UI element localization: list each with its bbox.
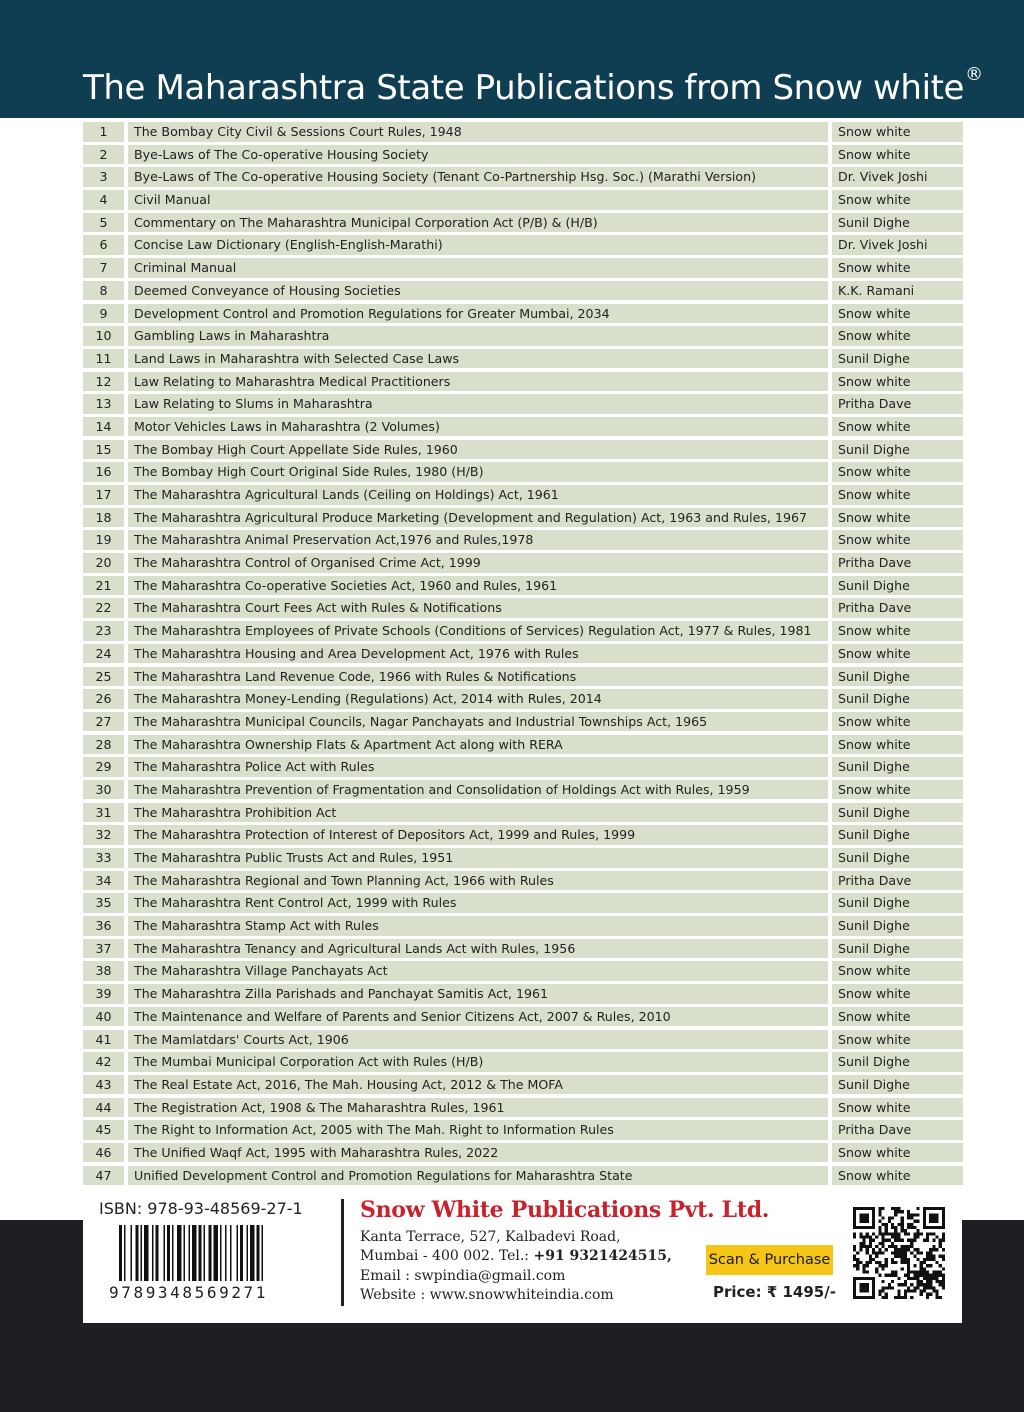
book-title: Law Relating to Slums in Maharashtra [128, 394, 828, 414]
book-number: 9 [83, 304, 124, 324]
book-title: The Maintenance and Welfare of Parents and Senior Citizens Act, 2007 & Rules, 2010 [128, 1007, 828, 1027]
barcode-digits: 9789348569271 [109, 1283, 269, 1302]
book-title: Commentary on The Maharashtra Municipal Corporation Act (P/B) & (H/B) [128, 213, 828, 233]
book-title: Civil Manual [128, 190, 828, 210]
book-author: Snow white [832, 984, 963, 1004]
table-row [83, 326, 963, 349]
book-title: The Unified Waqf Act, 1995 with Maharashtra Rules, 2022 [128, 1143, 828, 1163]
book-author: Pritha Dave [832, 598, 963, 618]
book-number: 44 [83, 1098, 124, 1118]
table-row [83, 984, 963, 1007]
book-title: The Maharashtra Municipal Councils, Nagar Panchayats and Industrial Townships Act, 1965 [128, 712, 828, 732]
book-number: 31 [83, 803, 124, 823]
publisher-name: Snow White Publications Pvt. Ltd. [360, 1197, 770, 1223]
book-title: The Maharashtra Rent Control Act, 1999 with Rules [128, 893, 828, 913]
book-title: The Maharashtra Protection of Interest of Depositors Act, 1999 and Rules, 1999 [128, 825, 828, 845]
table-row [83, 1007, 963, 1030]
book-number: 45 [83, 1120, 124, 1140]
table-row [83, 1075, 963, 1098]
book-author: K.K. Ramani [832, 281, 963, 301]
book-title: The Maharashtra Stamp Act with Rules [128, 916, 828, 936]
email-line: Email : swpindia@gmail.com [360, 1268, 566, 1284]
book-author: Sunil Dighe [832, 1075, 963, 1095]
table-row [83, 372, 963, 395]
book-title: The Maharashtra Regional and Town Planning Act, 1966 with Rules [128, 871, 828, 891]
book-author: Sunil Dighe [832, 440, 963, 460]
book-number: 20 [83, 553, 124, 573]
book-title: The Maharashtra Control of Organised Crime Act, 1999 [128, 553, 828, 573]
book-author: Snow white [832, 621, 963, 641]
book-author: Pritha Dave [832, 553, 963, 573]
book-title: Concise Law Dictionary (English-English-Marathi) [128, 235, 828, 255]
book-author: Sunil Dighe [832, 939, 963, 959]
book-author: Snow white [832, 1098, 963, 1118]
table-row [83, 530, 963, 553]
book-number: 34 [83, 871, 124, 891]
book-title: The Maharashtra Co-operative Societies Act, 1960 and Rules, 1961 [128, 576, 828, 596]
table-row [83, 190, 963, 213]
book-author: Dr. Vivek Joshi [832, 235, 963, 255]
book-title: The Maharashtra Animal Preservation Act,1976 and Rules,1978 [128, 530, 828, 550]
book-author: Snow white [832, 122, 963, 142]
book-author: Snow white [832, 485, 963, 505]
book-title: The Maharashtra Tenancy and Agricultural Lands Act with Rules, 1956 [128, 939, 828, 959]
book-author: Sunil Dighe [832, 916, 963, 936]
table-row [83, 304, 963, 327]
book-title: The Maharashtra Village Panchayats Act [128, 961, 828, 981]
book-title: The Maharashtra Employees of Private Schools (Conditions of Services) Regulation Act, 1977 & Rules, 1981 [128, 621, 828, 641]
book-number: 39 [83, 984, 124, 1004]
scan-purchase-button[interactable]: Scan & Purchase [706, 1245, 833, 1275]
table-row [83, 235, 963, 258]
book-title: The Maharashtra Prevention of Fragmentation and Consolidation of Holdings Act with Rules, 1959 [128, 780, 828, 800]
table-row [83, 893, 963, 916]
book-title: The Bombay City Civil & Sessions Court Rules, 1948 [128, 122, 828, 142]
book-number: 19 [83, 530, 124, 550]
table-row [83, 1052, 963, 1075]
table-row [83, 939, 963, 962]
book-number: 40 [83, 1007, 124, 1027]
book-author: Sunil Dighe [832, 803, 963, 823]
phone-number: +91 9321424515, [533, 1248, 672, 1264]
book-author: Sunil Dighe [832, 576, 963, 596]
qr-code-icon[interactable] [853, 1207, 945, 1299]
book-author: Snow white [832, 735, 963, 755]
book-title: The Mamlatdars' Courts Act, 1906 [128, 1030, 828, 1050]
table-row [83, 848, 963, 871]
book-list-table [83, 122, 963, 1188]
table-row [83, 825, 963, 848]
book-number: 28 [83, 735, 124, 755]
book-author: Snow white [832, 1166, 963, 1186]
book-number: 43 [83, 1075, 124, 1095]
table-row [83, 553, 963, 576]
table-row [83, 598, 963, 621]
book-title: The Maharashtra Court Fees Act with Rules & Notifications [128, 598, 828, 618]
book-author: Sunil Dighe [832, 757, 963, 777]
book-title: Bye-Laws of The Co-operative Housing Society [128, 145, 828, 165]
table-row [83, 462, 963, 485]
page-header [0, 0, 1024, 118]
table-row [83, 576, 963, 599]
book-number: 18 [83, 508, 124, 528]
page-title-text: The Maharashtra State Publications from Snow white [83, 68, 965, 108]
book-number: 12 [83, 372, 124, 392]
book-title: The Maharashtra Money-Lending (Regulations) Act, 2014 with Rules, 2014 [128, 689, 828, 709]
book-author: Sunil Dighe [832, 848, 963, 868]
table-row [83, 485, 963, 508]
book-number: 3 [83, 167, 124, 187]
book-title: Unified Development Control and Promotion Regulations for Maharashtra State [128, 1166, 828, 1186]
book-number: 7 [83, 258, 124, 278]
book-author: Snow white [832, 1007, 963, 1027]
book-number: 46 [83, 1143, 124, 1163]
book-number: 13 [83, 394, 124, 414]
table-row [83, 644, 963, 667]
table-row [83, 689, 963, 712]
book-number: 8 [83, 281, 124, 301]
book-title: The Maharashtra Agricultural Produce Marketing (Development and Regulation) Act, 1963 and Rules, 1967 [128, 508, 828, 528]
book-title: The Registration Act, 1908 & The Maharashtra Rules, 1961 [128, 1098, 828, 1118]
book-author: Snow white [832, 417, 963, 437]
book-author: Snow white [832, 372, 963, 392]
book-title: The Maharashtra Prohibition Act [128, 803, 828, 823]
book-number: 38 [83, 961, 124, 981]
table-row [83, 417, 963, 440]
book-number: 36 [83, 916, 124, 936]
book-author: Sunil Dighe [832, 349, 963, 369]
book-number: 6 [83, 235, 124, 255]
page-title [83, 64, 983, 108]
book-title: The Real Estate Act, 2016, The Mah. Housing Act, 2012 & The MOFA [128, 1075, 828, 1095]
book-number: 41 [83, 1030, 124, 1050]
book-title: The Maharashtra Public Trusts Act and Rules, 1951 [128, 848, 828, 868]
book-title: The Maharashtra Land Revenue Code, 1966 with Rules & Notifications [128, 667, 828, 687]
book-author: Sunil Dighe [832, 1052, 963, 1072]
book-number: 25 [83, 667, 124, 687]
table-row [83, 258, 963, 281]
book-author: Snow white [832, 326, 963, 346]
book-author: Sunil Dighe [832, 667, 963, 687]
book-title: Law Relating to Maharashtra Medical Practitioners [128, 372, 828, 392]
table-row [83, 1166, 963, 1189]
book-title: The Maharashtra Agricultural Lands (Ceiling on Holdings) Act, 1961 [128, 485, 828, 505]
table-row [83, 440, 963, 463]
table-row [83, 167, 963, 190]
price-label: Price: ₹ 1495/- [713, 1283, 836, 1301]
barcode-icon [119, 1225, 315, 1281]
book-author: Snow white [832, 190, 963, 210]
address-line-2 [360, 1248, 672, 1264]
registered-mark: ® [965, 64, 983, 85]
book-number: 47 [83, 1166, 124, 1186]
website-line: Website : www.snowwhiteindia.com [360, 1287, 614, 1303]
book-number: 5 [83, 213, 124, 233]
table-row [83, 1120, 963, 1143]
table-row [83, 145, 963, 168]
book-author: Sunil Dighe [832, 689, 963, 709]
book-author: Sunil Dighe [832, 825, 963, 845]
book-title: The Bombay High Court Original Side Rules, 1980 (H/B) [128, 462, 828, 482]
divider [341, 1199, 344, 1306]
book-number: 21 [83, 576, 124, 596]
book-number: 10 [83, 326, 124, 346]
address-line-1: Kanta Terrace, 527, Kalbadevi Road, [360, 1229, 621, 1245]
book-title: Land Laws in Maharashtra with Selected Case Laws [128, 349, 828, 369]
table-row [83, 621, 963, 644]
book-number: 37 [83, 939, 124, 959]
table-row [83, 757, 963, 780]
book-author: Snow white [832, 1030, 963, 1050]
book-author: Snow white [832, 462, 963, 482]
table-row [83, 122, 963, 145]
book-number: 29 [83, 757, 124, 777]
book-number: 22 [83, 598, 124, 618]
book-title: The Maharashtra Housing and Area Development Act, 1976 with Rules [128, 644, 828, 664]
book-number: 15 [83, 440, 124, 460]
isbn-label: ISBN: 978-93-48569-27-1 [99, 1199, 303, 1218]
book-number: 24 [83, 644, 124, 664]
book-number: 42 [83, 1052, 124, 1072]
book-title: Development Control and Promotion Regulations for Greater Mumbai, 2034 [128, 304, 828, 324]
book-number: 27 [83, 712, 124, 732]
book-title: Bye-Laws of The Co-operative Housing Society (Tenant Co-Partnership Hsg. Soc.) (Marathi Version) [128, 167, 828, 187]
book-title: The Mumbai Municipal Corporation Act with Rules (H/B) [128, 1052, 828, 1072]
table-row [83, 1098, 963, 1121]
table-row [83, 712, 963, 735]
book-author: Pritha Dave [832, 394, 963, 414]
book-number: 4 [83, 190, 124, 210]
book-author: Snow white [832, 961, 963, 981]
book-title: Deemed Conveyance of Housing Societies [128, 281, 828, 301]
address-city: Mumbai - 400 002. Tel.: [360, 1248, 534, 1264]
book-author: Sunil Dighe [832, 893, 963, 913]
table-row [83, 871, 963, 894]
book-author: Dr. Vivek Joshi [832, 167, 963, 187]
table-row [83, 394, 963, 417]
book-title: Criminal Manual [128, 258, 828, 278]
book-author: Snow white [832, 145, 963, 165]
book-author: Snow white [832, 508, 963, 528]
table-row [83, 916, 963, 939]
table-row [83, 1143, 963, 1166]
table-row [83, 961, 963, 984]
book-author: Snow white [832, 1143, 963, 1163]
book-number: 11 [83, 349, 124, 369]
book-number: 1 [83, 122, 124, 142]
table-row [83, 667, 963, 690]
book-author: Snow white [832, 304, 963, 324]
book-number: 23 [83, 621, 124, 641]
table-row [83, 780, 963, 803]
book-number: 35 [83, 893, 124, 913]
book-title: Motor Vehicles Laws in Maharashtra (2 Volumes) [128, 417, 828, 437]
book-author: Snow white [832, 780, 963, 800]
table-row [83, 281, 963, 304]
book-number: 32 [83, 825, 124, 845]
table-row [83, 349, 963, 372]
book-number: 17 [83, 485, 124, 505]
book-author: Snow white [832, 258, 963, 278]
book-title: Gambling Laws in Maharashtra [128, 326, 828, 346]
book-title: The Maharashtra Ownership Flats & Apartment Act along with RERA [128, 735, 828, 755]
table-row [83, 1030, 963, 1053]
book-title: The Maharashtra Police Act with Rules [128, 757, 828, 777]
book-title: The Maharashtra Zilla Parishads and Panchayat Samitis Act, 1961 [128, 984, 828, 1004]
book-title: The Right to Information Act, 2005 with The Mah. Right to Information Rules [128, 1120, 828, 1140]
table-row [83, 735, 963, 758]
book-number: 33 [83, 848, 124, 868]
table-row [83, 803, 963, 826]
book-title: The Bombay High Court Appellate Side Rules, 1960 [128, 440, 828, 460]
table-row [83, 213, 963, 236]
book-author: Pritha Dave [832, 871, 963, 891]
book-author: Sunil Dighe [832, 213, 963, 233]
book-author: Snow white [832, 530, 963, 550]
footer-panel [83, 1197, 962, 1323]
book-author: Snow white [832, 712, 963, 732]
book-number: 16 [83, 462, 124, 482]
book-author: Snow white [832, 644, 963, 664]
book-number: 2 [83, 145, 124, 165]
book-number: 26 [83, 689, 124, 709]
book-number: 14 [83, 417, 124, 437]
book-number: 30 [83, 780, 124, 800]
table-row [83, 508, 963, 531]
book-author: Pritha Dave [832, 1120, 963, 1140]
